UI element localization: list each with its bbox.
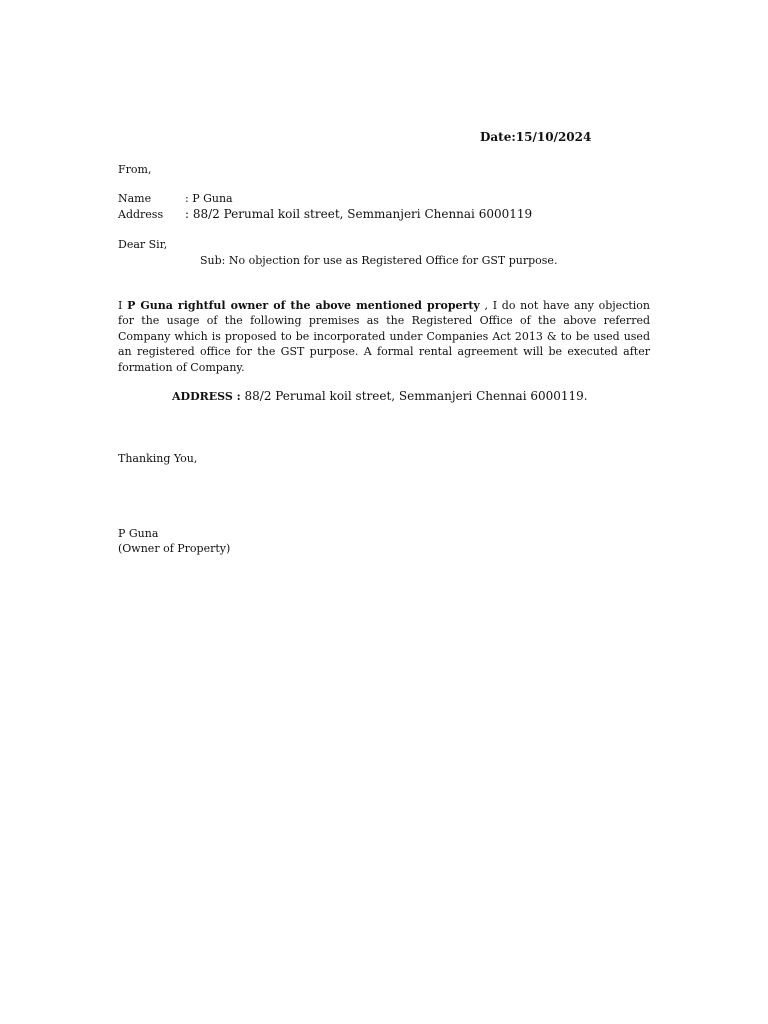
signatory-name: P Guna (118, 527, 159, 540)
name-value: : P Guna (185, 192, 233, 205)
letter-date: Date:15/10/2024 (480, 130, 592, 144)
address-value: : 88/2 Perumal koil street, Semmanjeri Chennai 6000119 (185, 207, 533, 221)
salutation: Dear Sir, (118, 238, 168, 251)
subject-line: Sub: No objection for use as Registered Office for GST purpose. (200, 254, 558, 267)
body-bold-owner: P Guna rightful owner of the above mentioned property (127, 299, 480, 312)
body-prefix: I (118, 299, 128, 312)
address-label: Address (118, 208, 164, 221)
closing: Thanking You, (118, 452, 198, 465)
premises-address (172, 389, 588, 404)
from-label: From, (118, 163, 152, 176)
signatory-role: (Owner of Property) (118, 542, 231, 555)
name-label: Name (118, 192, 152, 205)
premises-address-text: 88/2 Perumal koil street, Semmanjeri Chennai 6000119. (240, 389, 588, 403)
body-paragraph (118, 298, 650, 375)
body-rest: , I do not have any objection for the usage of the following premises as the Registered Office of the above referred Company which is proposed to be incorporated under Companies Act 2013 & to be used used an registered office for the GST purpose. A formal rental agreement will be executed after formation of Company. (118, 299, 650, 374)
premises-address-label: ADDRESS : (172, 390, 241, 403)
